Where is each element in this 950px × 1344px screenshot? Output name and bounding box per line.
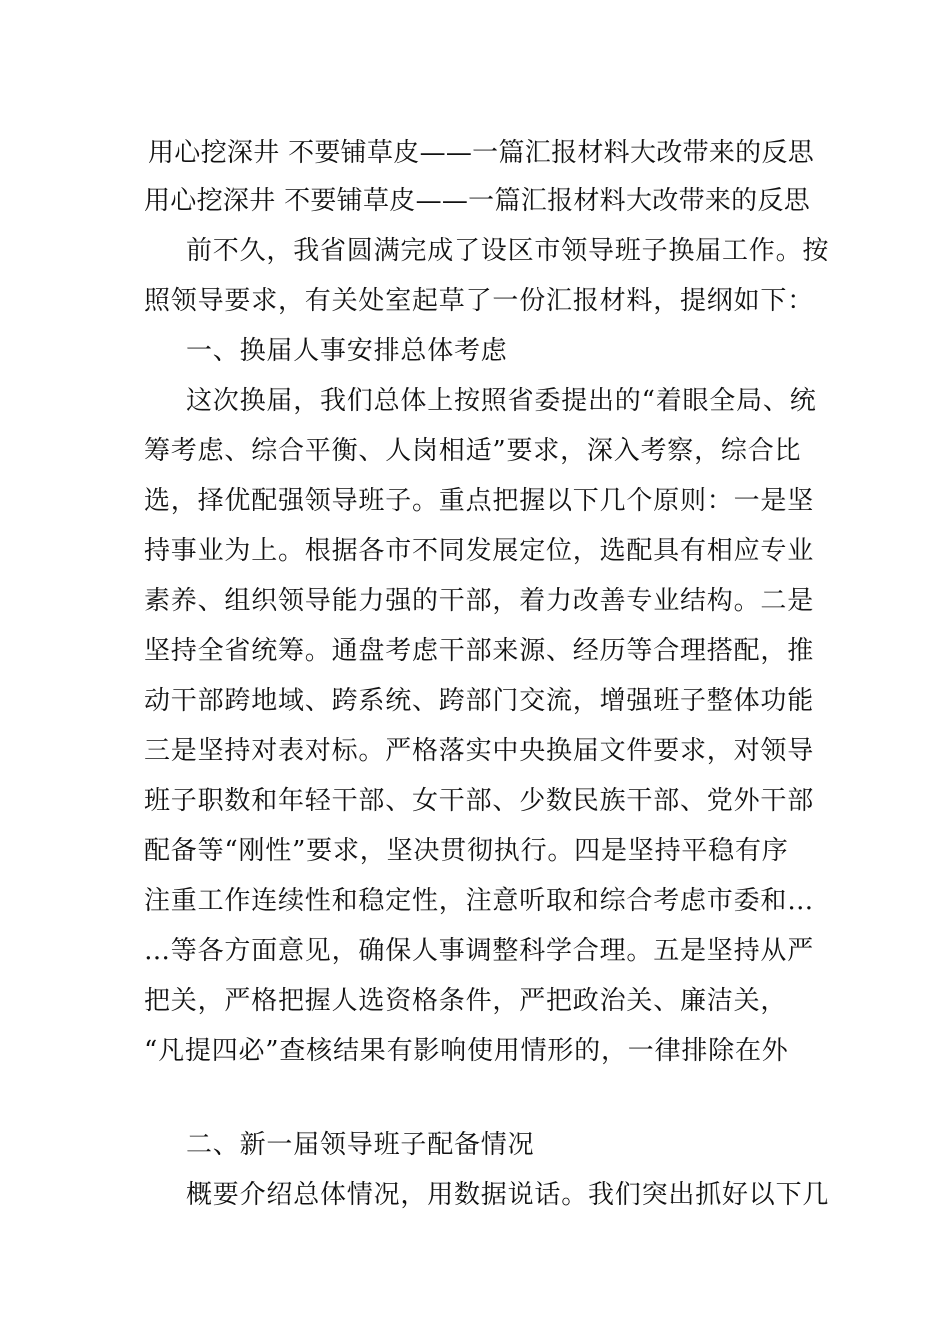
paragraph-line: 概要介绍总体情况，用数据说话。我们突出抓好以下几 (186, 1180, 830, 1210)
paragraph-line: 照领导要求，有关处室起草了一份汇报材料，提纲如下： (144, 286, 815, 316)
paragraph-line: 班子职数和年轻干部、女干部、少数民族干部、党外干部 (144, 786, 815, 816)
paragraph-line: “凡提四必”查核结果有影响使用情形的，一律排除在外 (144, 1036, 789, 1066)
paragraph-line: 把关，严格把握人选资格条件，严把政治关、廉洁关， (144, 986, 788, 1016)
paragraph-line: 前不久，我省圆满完成了设区市领导班子换届工作。按 (186, 236, 830, 266)
paragraph-line: 持事业为上。根据各市不同发展定位，选配具有相应专业 (144, 536, 815, 566)
paragraph-line: …等各方面意见，确保人事调整科学合理。五是坚持从严 (144, 936, 815, 966)
paragraph-line: 素养、组织领导能力强的干部，着力改善专业结构。二是 (144, 586, 815, 616)
section-heading-2: 二、新一届领导班子配备情况 (186, 1130, 535, 1160)
paragraph-line: 动干部跨地域、跨系统、跨部门交流，增强班子整体功能 (144, 686, 815, 716)
section-heading-1: 一、换届人事安排总体考虑 (186, 336, 508, 366)
paragraph-line: 三是坚持对表对标。严格落实中央换届文件要求，对领导 (144, 736, 815, 766)
paragraph-line: 这次换届，我们总体上按照省委提出的“着眼全局、统 (186, 386, 817, 416)
paragraph-line: 选，择优配强领导班子。重点把握以下几个原则：一是坚 (144, 486, 815, 516)
paragraph-line: 坚持全省统筹。通盘考虑干部来源、经历等合理搭配，推 (144, 636, 815, 666)
paragraph-line: 筹考虑、综合平衡、人岗相适”要求，深入考察，综合比 (144, 436, 802, 466)
document-title-line-1: 用心挖深井 不要铺草皮——一篇汇报材料大改带来的反思 (148, 138, 815, 168)
paragraph-line: 注重工作连续性和稳定性，注意听取和综合考虑市委和… (144, 886, 815, 916)
paragraph-line: 配备等“刚性”要求，坚决贯彻执行。四是坚持平稳有序 (144, 836, 789, 866)
document-title-line-2: 用心挖深井 不要铺草皮——一篇汇报材料大改带来的反思 (144, 186, 811, 216)
